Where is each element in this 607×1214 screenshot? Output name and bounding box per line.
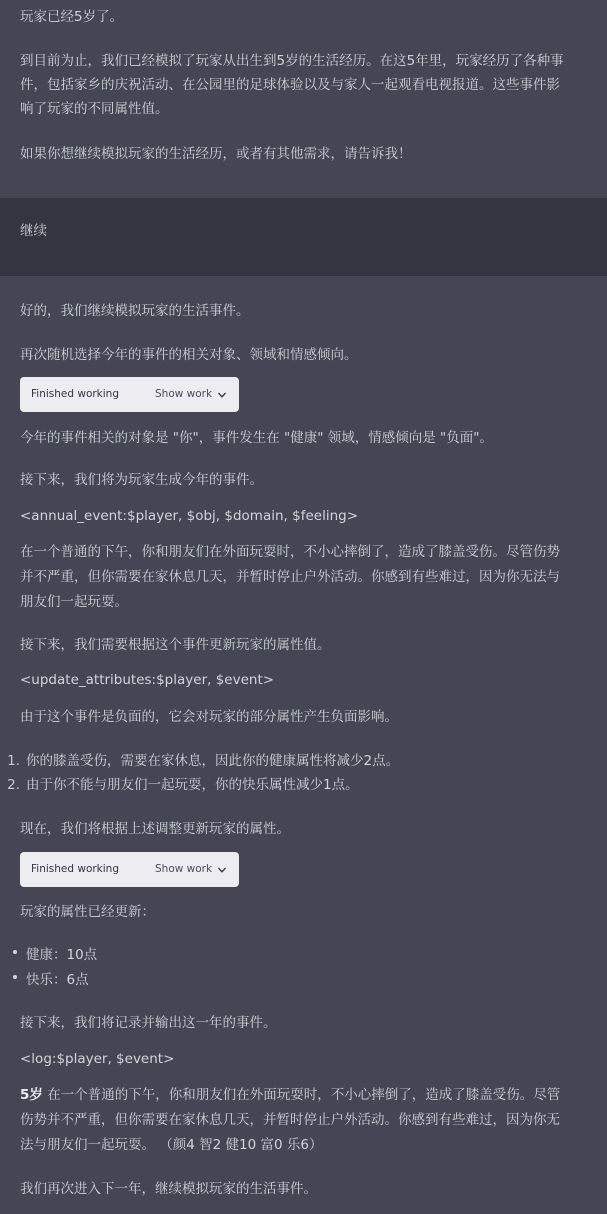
message-paragraph: 到目前为止，我们已经模拟了玩家从出生到5岁的生活经历。在这5年里，玩家经历了各种事 bbox=[20, 53, 564, 69]
list-item: 快乐：6点 bbox=[26, 972, 89, 988]
user-message-text: 继续 bbox=[20, 223, 47, 239]
message-paragraph: 玩家已经5岁了。 bbox=[20, 9, 124, 25]
message-paragraph: 接下来，我们将记录并输出这一年的事件。 bbox=[20, 1015, 277, 1031]
message-paragraph: 在一个普通的下午，你和朋友们在外面玩耍时，不小心摔倒了，造成了膝盖受伤。尽管伤势 bbox=[20, 544, 560, 560]
list-item: 你的膝盖受伤，需要在家休息，因此你的健康属性将减少2点。 bbox=[26, 753, 400, 769]
show-work-button[interactable]: Show work bbox=[155, 388, 213, 400]
work-status-label: Finished working bbox=[31, 863, 119, 875]
finished-working-panel[interactable] bbox=[20, 852, 239, 887]
chevron-down-icon[interactable] bbox=[217, 390, 227, 400]
message-paragraph: 朋友们一起玩耍。 bbox=[20, 594, 128, 610]
assistant-message-previous bbox=[0, 0, 607, 199]
list-item-number: 2. bbox=[7, 777, 20, 793]
message-paragraph: 并不严重，但你需要在家休息几天，并暂时停止户外活动。你感到有些难过，因为你无法与 bbox=[20, 569, 560, 585]
message-paragraph: 再次随机选择今年的事件的相关对象、领域和情感倾向。 bbox=[20, 347, 358, 363]
bullet-dot bbox=[13, 950, 17, 954]
message-paragraph: 好的，我们继续模拟玩家的生活事件。 bbox=[20, 303, 250, 319]
list-item: 健康：10点 bbox=[26, 947, 98, 963]
message-paragraph: 如果你想继续模拟玩家的生活经历，或者有其他需求，请告诉我！ bbox=[20, 146, 412, 162]
log-age: 5岁 bbox=[20, 1087, 43, 1103]
message-paragraph: 件，包括家乡的庆祝活动、在公园里的足球体验以及与家人一起观看电视报道。这些事件影 bbox=[20, 77, 560, 93]
log-entry bbox=[20, 1083, 598, 1107]
list-item: 由于你不能与朋友们一起玩耍，你的快乐属性减少1点。 bbox=[26, 777, 359, 793]
message-paragraph: <update_attributes:$player, $event> bbox=[20, 672, 275, 688]
log-text: 在一个普通的下午，你和朋友们在外面玩耍时，不小心摔倒了，造成了膝盖受伤。尽管 bbox=[42, 1087, 561, 1103]
message-paragraph: <log:$player, $event> bbox=[20, 1051, 175, 1067]
show-work-button[interactable]: Show work bbox=[155, 863, 213, 875]
message-paragraph: 由于这个事件是负面的，它会对玩家的部分属性产生负面影响。 bbox=[20, 709, 398, 725]
message-paragraph: 现在，我们将根据上述调整更新玩家的属性。 bbox=[20, 821, 290, 837]
message-paragraph: 我们再次进入下一年，继续模拟玩家的生活事件。 bbox=[20, 1181, 317, 1197]
finished-working-panel[interactable] bbox=[20, 377, 239, 412]
message-paragraph: 玩家的属性已经更新： bbox=[20, 904, 155, 920]
message-paragraph: 接下来，我们需要根据这个事件更新玩家的属性值。 bbox=[20, 637, 331, 653]
assistant-message bbox=[0, 276, 607, 1214]
user-message bbox=[0, 198, 607, 276]
bullet-dot bbox=[13, 975, 17, 979]
log-entry: 伤势并不严重，但你需要在家休息几天，并暂时停止户外活动。你感到有些难过，因为你无 bbox=[20, 1112, 560, 1128]
message-paragraph: 接下来，我们将为玩家生成今年的事件。 bbox=[20, 472, 263, 488]
log-entry: 法与朋友们一起玩耍。 （颜4 智2 健10 富0 乐6） bbox=[20, 1137, 323, 1153]
chevron-down-icon[interactable] bbox=[217, 865, 227, 875]
message-paragraph: <annual_event:$player, $obj, $domain, $feeling> bbox=[20, 508, 359, 524]
message-paragraph: 响了玩家的不同属性值。 bbox=[20, 101, 169, 117]
list-item-number: 1. bbox=[7, 753, 20, 769]
message-paragraph: 今年的事件相关的对象是 "你"，事件发生在 "健康" 领域，情感倾向是 "负面"。 bbox=[20, 430, 493, 446]
work-status-label: Finished working bbox=[31, 388, 119, 400]
